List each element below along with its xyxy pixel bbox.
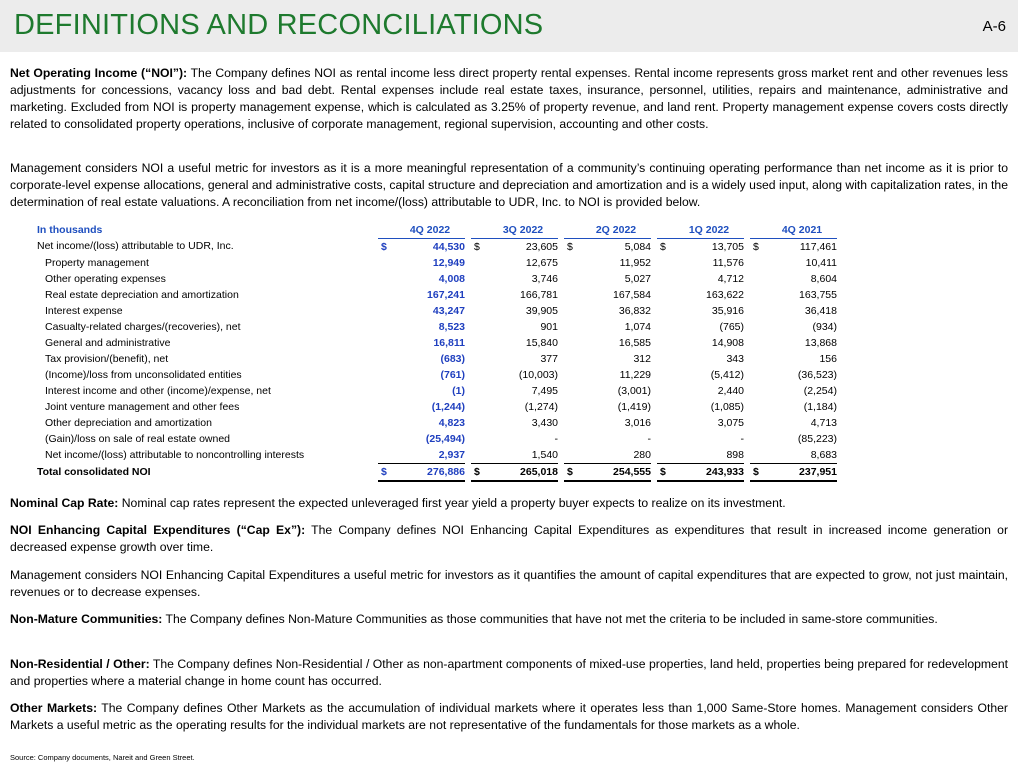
cell-value: 13,868: [804, 336, 837, 349]
currency-symbol: $: [753, 240, 759, 253]
table-row: [37, 287, 837, 303]
cell-value: 4,713: [810, 416, 837, 429]
cell-value: 11,229: [619, 368, 651, 381]
cell-value: 2,440: [717, 384, 744, 397]
definition-term: Nominal Cap Rate:: [10, 496, 119, 510]
definition-non-residential-other: [10, 656, 1008, 690]
definition-text: The Company defines Non-Mature Communities as those communities that have not met the criteria to be included in same-store communities.: [162, 612, 938, 626]
currency-symbol: $: [471, 464, 488, 482]
cell-value: 12,675: [525, 256, 558, 269]
cell-value: 167,584: [613, 288, 651, 301]
cell-value: -: [554, 432, 558, 445]
cell-value: 7,495: [531, 384, 558, 397]
definition-term: Other Markets:: [10, 701, 98, 715]
cap-ex-management-paragraph: [10, 567, 1008, 601]
cell-value: 167,241: [427, 288, 465, 301]
cell-value: 280: [633, 448, 651, 461]
cell-value: (761): [440, 368, 465, 381]
cell-value: 163,755: [799, 288, 837, 301]
cell-value: 39,905: [525, 304, 558, 317]
cell-value: (85,223): [797, 432, 837, 445]
cell-value: 4,008: [438, 272, 465, 285]
cell-value: (5,412): [710, 368, 744, 381]
cell-value: 5,027: [624, 272, 651, 285]
row-label: General and administrative: [45, 336, 171, 349]
definition-text: The Company defines NOI Enhancing Capital Expenditures as expenditures that result in increased income generation or decreased expense growth over time.: [10, 523, 1008, 554]
table-row: [37, 319, 837, 335]
cell-value: (25,494): [425, 432, 465, 445]
cell-value: 898: [726, 448, 744, 461]
cell-value: 8,683: [810, 448, 837, 461]
cell-value: 11,952: [619, 256, 651, 269]
table-row: [37, 239, 837, 256]
column-header: 2Q 2022: [581, 222, 651, 239]
row-label: Property management: [45, 256, 149, 269]
cell-value: (1,274): [524, 400, 558, 413]
table-body: [37, 239, 837, 464]
currency-symbol: $: [564, 464, 581, 482]
table-row: [37, 303, 837, 319]
table-row: [37, 271, 837, 287]
cell-value: (934): [812, 320, 837, 333]
cell-value: 44,530: [432, 240, 465, 253]
cell-value: 35,916: [711, 304, 744, 317]
cell-value: (1): [452, 384, 465, 397]
cell-value: 5,084: [624, 240, 651, 253]
definition-non-mature-communities: [10, 611, 1008, 628]
cell-value: 276,886: [395, 464, 465, 482]
table-row: [37, 335, 837, 351]
table-row: [37, 255, 837, 271]
column-header: 4Q 2022: [395, 222, 465, 239]
cell-value: 11,576: [712, 256, 744, 269]
table-row: [37, 399, 837, 415]
cell-value: 243,933: [674, 464, 744, 482]
noi-reconciliation-table: [37, 222, 837, 482]
cell-value: (2,254): [803, 384, 837, 397]
cell-value: 13,705: [711, 240, 744, 253]
row-label: Other depreciation and amortization: [45, 416, 212, 429]
row-label: Interest income and other (income)/expense, net: [45, 384, 271, 397]
row-label: Total consolidated NOI: [37, 465, 151, 478]
cell-value: 3,075: [717, 416, 744, 429]
cell-value: (3,001): [617, 384, 651, 397]
column-header: 4Q 2021: [767, 222, 837, 239]
noi-text: The Company defines NOI as rental income less direct property rental expenses. Rental income represents gross market rent and other revenues less adjustments for concessions, vacancy loss and bad debt. Rental expenses include real estate taxes, insurance, personnel, utilities, repairs and maintenance, administrative and marketing. Excluded from NOI is property management expense, which is calculated as 3.25% of property revenue, and land rent. Property management expense covers costs directly related to consolidated property operations, inclusive of corporate management, regional supervision, accounting and other costs.: [10, 66, 1008, 131]
cell-value: 4,712: [717, 272, 744, 285]
cell-value: (1,184): [803, 400, 837, 413]
cell-value: 901: [540, 320, 558, 333]
cell-value: 156: [819, 352, 837, 365]
source-note: Source: Company documents, Nareit and Green Street.: [10, 753, 195, 762]
cell-value: (10,003): [518, 368, 558, 381]
definition-text: Nominal cap rates represent the expected unleveraged first year yield a property buyer expects to realize on its investment.: [118, 496, 786, 510]
definition-text: The Company defines Non-Residential / Other as non-apartment components of mixed-use properties, land held, properties being prepared for redevelopment and properties where a material change in home count has occurred.: [10, 657, 1008, 688]
cell-value: (1,244): [431, 400, 465, 413]
column-header: 1Q 2022: [674, 222, 744, 239]
row-label: Tax provision/(benefit), net: [45, 352, 169, 365]
definition-term: Non-Mature Communities:: [10, 612, 163, 626]
cell-value: (683): [440, 352, 465, 365]
table-caption: In thousands: [37, 223, 103, 236]
cell-value: 36,832: [618, 304, 651, 317]
cell-value: 2,937: [438, 448, 465, 461]
cell-value: 3,430: [531, 416, 558, 429]
cell-value: 166,781: [520, 288, 558, 301]
cell-value: 3,016: [624, 416, 651, 429]
cell-value: 12,949: [432, 256, 465, 269]
currency-symbol: $: [378, 464, 395, 482]
table-header-row: [37, 222, 837, 239]
row-label: (Gain)/loss on sale of real estate owned: [45, 432, 231, 445]
table-total-row: [37, 464, 837, 482]
cell-value: 8,523: [438, 320, 465, 333]
currency-symbol: $: [660, 240, 666, 253]
noi-management-paragraph: Management considers NOI a useful metric for investors as it is a more meaningful representation of a community’s continuing operating performance than net income as it is prior to corporate-level expense allocations, general and administrative costs, capital structure and depreciation and amortization and is a widely used input, along with capitalization rates, in the determination of real estate valuations. A reconciliation from net income/(loss) attributable to UDR, Inc. to NOI is provided below.: [10, 161, 1008, 209]
page-header: [0, 0, 1018, 52]
table-row: [37, 351, 837, 367]
row-label: (Income)/loss from unconsolidated entities: [45, 368, 242, 381]
cell-value: -: [740, 432, 744, 445]
cell-value: 377: [540, 352, 558, 365]
definition-text: Management considers NOI Enhancing Capital Expenditures a useful metric for investors as it quantifies the amount of capital expenditures that are expected to grow, not just maintain, revenues or to decrease expenses.: [10, 568, 1008, 599]
cell-value: 10,411: [805, 256, 837, 269]
definition-cap-ex: [10, 522, 1008, 556]
table-row: [37, 383, 837, 399]
currency-symbol: $: [567, 240, 573, 253]
row-label: Net income/(loss) attributable to noncontrolling interests: [45, 448, 305, 461]
cell-value: 343: [726, 352, 744, 365]
row-label: Joint venture management and other fees: [45, 400, 240, 413]
cell-value: (36,523): [797, 368, 837, 381]
page-number: A-6: [982, 18, 1006, 35]
cell-value: (765): [719, 320, 744, 333]
definition-text: The Company defines Other Markets as the accumulation of individual markets where it operates less than 1,000 Same-Store homes. Management considers Other Markets a useful metric as the operating results for the individual markets are not representative of the fundamentals for those markets as a whole.: [10, 701, 1008, 732]
cell-value: 23,605: [525, 240, 558, 253]
row-label: Net income/(loss) attributable to UDR, Inc.: [37, 240, 234, 253]
currency-symbol: $: [474, 240, 480, 253]
currency-symbol: $: [657, 464, 674, 482]
cell-value: 4,823: [438, 416, 465, 429]
noi-definition: [10, 65, 1008, 133]
table-row: [37, 415, 837, 431]
cell-value: 36,418: [804, 304, 837, 317]
cell-value: -: [647, 432, 651, 445]
noi-term: Net Operating Income (“NOI”):: [10, 66, 188, 80]
cell-value: 8,604: [810, 272, 837, 285]
cell-value: 265,018: [488, 464, 558, 482]
cell-value: 1,540: [531, 448, 558, 461]
cell-value: 15,840: [525, 336, 558, 349]
cell-value: 3,746: [531, 272, 558, 285]
definition-term: NOI Enhancing Capital Expenditures (“Cap Ex”):: [10, 523, 306, 537]
cell-value: 14,908: [711, 336, 744, 349]
cell-value: 1,074: [624, 320, 651, 333]
cell-value: 312: [633, 352, 651, 365]
cell-value: 16,585: [618, 336, 651, 349]
cell-value: 254,555: [581, 464, 651, 482]
cell-value: (1,419): [617, 400, 651, 413]
page-title: DEFINITIONS AND RECONCILIATIONS: [14, 9, 544, 41]
table-row: [37, 431, 837, 447]
row-label: Other operating expenses: [45, 272, 166, 285]
table-row: [37, 447, 837, 464]
row-label: Casualty-related charges/(recoveries), net: [45, 320, 241, 333]
cell-value: 237,951: [767, 464, 837, 482]
definition-other-markets: [10, 700, 1008, 734]
definition-nominal-cap-rate: [10, 495, 1008, 512]
cell-value: 163,622: [706, 288, 744, 301]
cell-value: 16,811: [433, 336, 465, 349]
definition-term: Non-Residential / Other:: [10, 657, 150, 671]
cell-value: 117,461: [799, 240, 837, 253]
cell-value: (1,085): [710, 400, 744, 413]
table-row: [37, 367, 837, 383]
currency-symbol: $: [750, 464, 767, 482]
row-label: Interest expense: [45, 304, 123, 317]
currency-symbol: $: [381, 240, 387, 253]
cell-value: 43,247: [432, 304, 465, 317]
column-header: 3Q 2022: [488, 222, 558, 239]
row-label: Real estate depreciation and amortization: [45, 288, 239, 301]
